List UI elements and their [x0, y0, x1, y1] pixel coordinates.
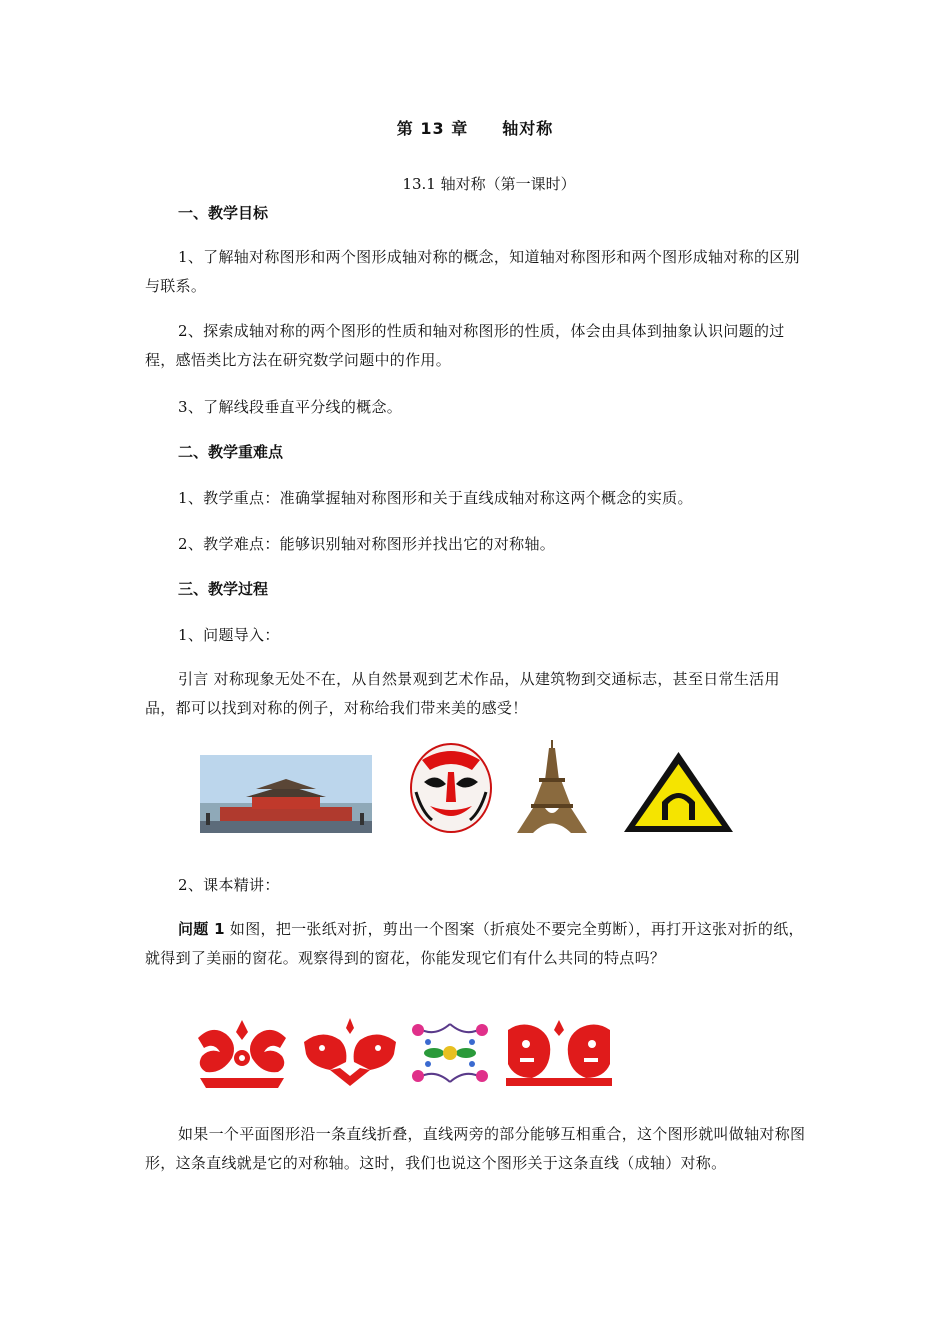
heading-goals: 一、教学目标: [178, 204, 269, 222]
lesson-subtitle: 13.1 轴对称（第一课时）: [402, 175, 576, 193]
process-step-1: 1、问题导入：: [178, 626, 280, 644]
tunnel-warning-sign-image: [622, 750, 735, 834]
question-1-paragraph: [145, 915, 810, 973]
intro-paragraph: 引言 对称现象无处不在，从自然景观到艺术作品，从建筑物到交通标志，甚至日常生活用品，都可以找到对称的例子，对称给我们带来美的感受！: [145, 670, 780, 717]
question-1-label: 问题 1: [178, 920, 225, 938]
opera-mask-image: [402, 742, 500, 834]
papercut-phoenix-image: [300, 1018, 400, 1086]
heading-process: 三、教学过程: [178, 580, 269, 598]
heading-keypoints: 二、教学重难点: [178, 443, 284, 461]
chapter-number: 第 13 章: [396, 119, 469, 138]
papercut-dragons-image: [192, 1018, 292, 1090]
definition-paragraph: 如果一个平面图形沿一条直线折叠，直线两旁的部分能够互相重合，这个图形就叫做轴对称图形，这条直线就是它的对称轴。这时，我们也说这个图形关于这条直线（成轴）对称。: [145, 1125, 806, 1172]
process-step-2: 2、课本精讲：: [178, 876, 280, 894]
goal-item-3: 3、了解线段垂直平分线的概念。: [178, 398, 403, 416]
keypoint-item-2: 2、教学难点：能够识别轴对称图形并找出它的对称轴。: [178, 535, 556, 553]
question-1-text: 如图，把一张纸对折，剪出一个图案（折痕处不要完全剪断），再打开这张对折的纸，就得到了美丽的窗花。观察得到的窗花，你能发现它们有什么共同的特点吗？: [145, 920, 804, 967]
chapter-name: 轴对称: [502, 119, 554, 138]
papercut-lions-image: [502, 1016, 616, 1088]
goal-item-1: 1、了解轴对称图形和两个图形成轴对称的概念，知道轴对称图形和两个图形成轴对称的区别与联系。: [145, 248, 800, 295]
keypoint-item-1: 1、教学重点：准确掌握轴对称图形和关于直线成轴对称这两个概念的实质。: [178, 489, 693, 507]
papercut-flowers-image: [404, 1018, 496, 1088]
page-title: [0, 116, 950, 139]
goal-item-2: 2、探索成轴对称的两个图形的性质和轴对称图形的性质，体会由具体到抽象认识问题的过程，感悟类比方法在研究数学问题中的作用。: [145, 322, 785, 369]
eiffel-tower-image: [515, 740, 589, 833]
tiananmen-image: [200, 755, 372, 833]
